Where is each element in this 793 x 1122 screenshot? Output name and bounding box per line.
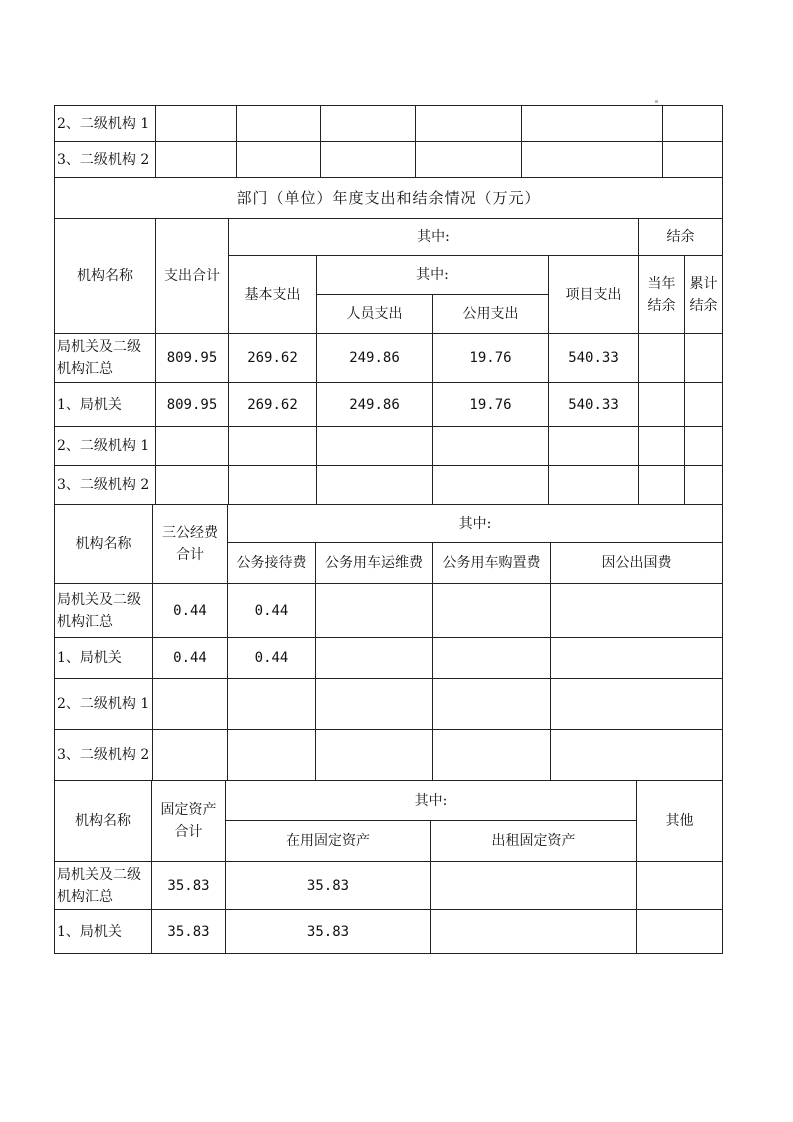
org-name-cell: 2、二级机构 1 [55, 106, 156, 142]
header-basic: 基本支出 [229, 256, 317, 334]
expenditure-table [54, 177, 723, 505]
org-name-cell: 1、局机关 [55, 638, 153, 679]
header-personnel: 人员支出 [317, 295, 433, 334]
org-name-cell: 3、二级机构 2 [55, 466, 156, 505]
table-row [55, 334, 723, 383]
header-rented: 出租固定资产 [431, 821, 637, 862]
total-cell: 0.44 [153, 584, 228, 638]
header-vehicle-purchase: 公务用车购置费 [433, 543, 551, 584]
fixed-assets-table [54, 780, 723, 954]
total-cell: 809.95 [156, 383, 229, 427]
continuation-table [54, 105, 723, 178]
header-total: 支出合计 [156, 219, 229, 334]
header-other: 其他 [637, 781, 723, 862]
header-cumulative-balance: 累计 结余 [685, 256, 723, 334]
project-cell: 540.33 [549, 334, 639, 383]
header-org-name: 机构名称 [55, 219, 156, 334]
in-use-cell: 35.83 [226, 862, 431, 910]
header-in-use: 在用固定资产 [226, 821, 431, 862]
basic-cell: 269.62 [229, 383, 317, 427]
org-name-cell: 3、二级机构 2 [55, 142, 156, 178]
org-name-cell: 2、二级机构 1 [55, 427, 156, 466]
header-fixed-assets-total: 固定资产 合计 [152, 781, 226, 862]
org-name-cell: 1、局机关 [55, 910, 152, 954]
total-cell: 809.95 [156, 334, 229, 383]
basic-cell: 269.62 [229, 334, 317, 383]
project-cell: 540.33 [549, 383, 639, 427]
table-row [55, 679, 723, 730]
table-row [55, 910, 723, 954]
header-of-which: 其中: [229, 219, 639, 256]
cumulative-balance-cell [685, 383, 723, 427]
org-name-cell: 局机关及二级 机构汇总 [55, 334, 156, 383]
header-of-which-2: 其中: [317, 256, 549, 295]
header-balance: 结余 [639, 219, 723, 256]
scan-speck [655, 100, 658, 103]
header-public: 公用支出 [433, 295, 549, 334]
header-org-name: 机构名称 [55, 781, 152, 862]
total-cell: 35.83 [152, 910, 226, 954]
personnel-cell: 249.86 [317, 334, 433, 383]
public-cell: 19.76 [433, 383, 549, 427]
header-reception: 公务接待费 [228, 543, 316, 584]
header-abroad: 因公出国费 [551, 543, 723, 584]
reception-cell: 0.44 [228, 584, 316, 638]
table-row [55, 584, 723, 638]
personnel-cell: 249.86 [317, 383, 433, 427]
three-public-table [54, 504, 723, 781]
in-use-cell: 35.83 [226, 910, 431, 954]
table-row [55, 730, 723, 781]
table-row [55, 862, 723, 910]
total-cell: 0.44 [153, 638, 228, 679]
header-three-public-total: 三公经费 合计 [153, 505, 228, 584]
table-row [55, 383, 723, 427]
table-row [55, 427, 723, 466]
table-row [55, 142, 723, 178]
header-project: 项目支出 [549, 256, 639, 334]
header-year-balance: 当年 结余 [639, 256, 685, 334]
cumulative-balance-cell [685, 334, 723, 383]
section-title: 部门（单位）年度支出和结余情况（万元） [55, 178, 723, 219]
org-name-cell: 局机关及二级 机构汇总 [55, 584, 153, 638]
org-name-cell: 1、局机关 [55, 383, 156, 427]
public-cell: 19.76 [433, 334, 549, 383]
table-row [55, 106, 723, 142]
total-cell: 35.83 [152, 862, 226, 910]
org-name-cell: 3、二级机构 2 [55, 730, 153, 781]
org-name-cell: 局机关及二级 机构汇总 [55, 862, 152, 910]
year-balance-cell [639, 383, 685, 427]
org-name-cell: 2、二级机构 1 [55, 679, 153, 730]
header-org-name: 机构名称 [55, 505, 153, 584]
header-of-which: 其中: [226, 781, 637, 821]
table-row [55, 466, 723, 505]
year-balance-cell [639, 334, 685, 383]
table-row [55, 638, 723, 679]
reception-cell: 0.44 [228, 638, 316, 679]
report-sheet [54, 105, 722, 954]
header-vehicle-operation: 公务用车运维费 [316, 543, 433, 584]
header-of-which: 其中: [228, 505, 723, 543]
